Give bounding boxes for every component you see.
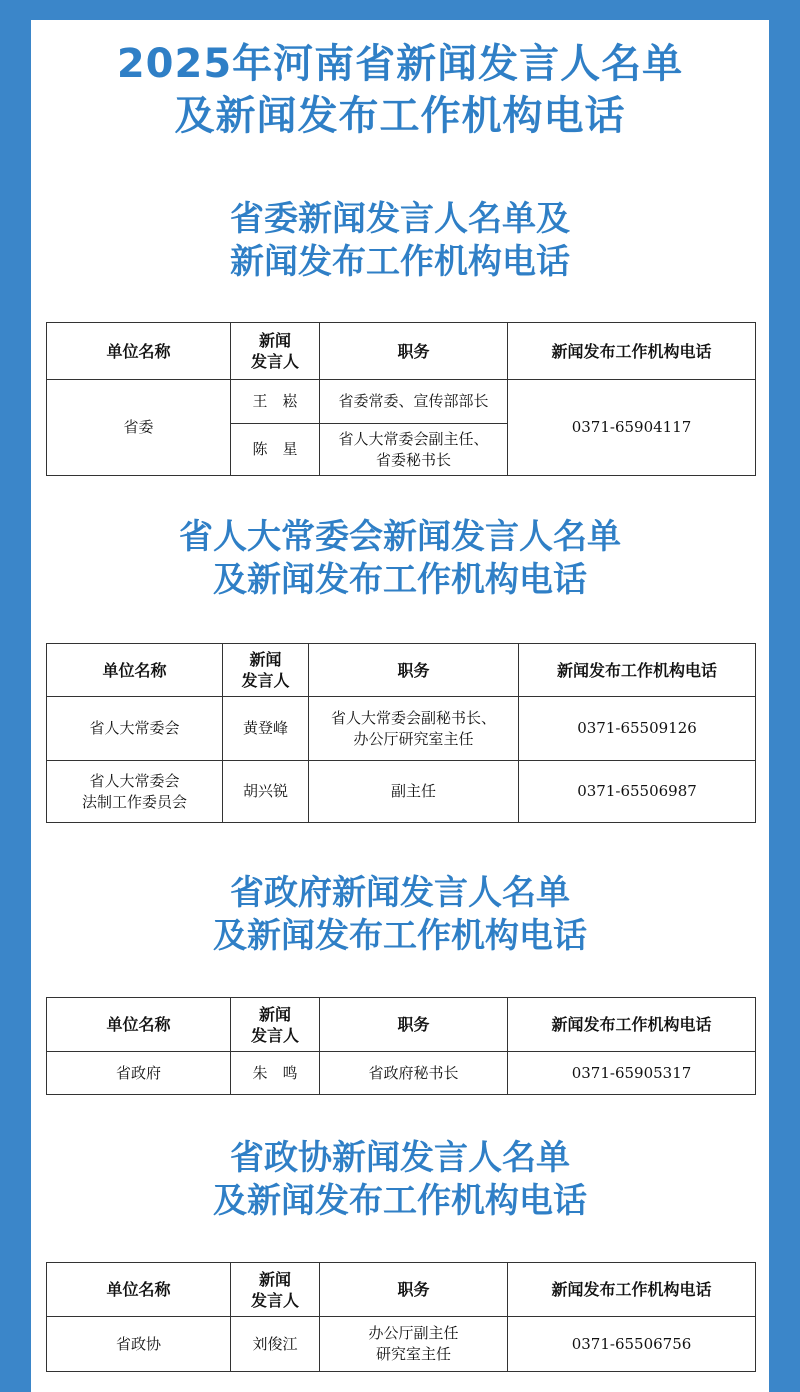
unit-cell: 省政府 <box>47 1052 231 1095</box>
spokesperson-cell: 胡兴锐 <box>223 761 309 823</box>
unit-cell: 省政协 <box>47 1317 231 1372</box>
header-phone: 新闻发布工作机构电话 <box>508 323 756 380</box>
spokesperson-table-party-committee <box>46 322 756 476</box>
header-position: 职务 <box>320 1263 508 1317</box>
header-unit: 单位名称 <box>47 998 231 1052</box>
header-unit: 单位名称 <box>47 323 231 380</box>
table-header-row <box>47 644 756 697</box>
spokesperson-cell: 黄登峰 <box>223 697 309 761</box>
section-title-line1: 省政协新闻发言人名单 <box>230 1138 570 1178</box>
header-spokesperson: 新闻 发言人 <box>231 998 320 1052</box>
main-title-line2: 及新闻发布工作机构电话 <box>174 93 626 139</box>
section-title-cppcc <box>31 1137 769 1223</box>
section-title-provincial-government <box>31 872 769 958</box>
section-title-line2: 及新闻发布工作机构电话 <box>213 916 587 956</box>
header-position: 职务 <box>320 998 508 1052</box>
table-header-row <box>47 1263 756 1317</box>
main-title <box>31 38 769 142</box>
phone-cell: 0371-65509126 <box>519 697 756 761</box>
table-header-row <box>47 323 756 380</box>
table-header-row <box>47 998 756 1052</box>
spokesperson-cell: 王 崧 <box>231 380 320 424</box>
main-title-line1: 2025年河南省新闻发言人名单 <box>116 41 684 87</box>
section-title-line1: 省人大常委会新闻发言人名单 <box>179 517 621 557</box>
position-cell: 省委常委、宣传部部长 <box>320 380 508 424</box>
section-title-line2: 及新闻发布工作机构电话 <box>213 1181 587 1221</box>
position-cell: 省人大常委会副秘书长、 办公厅研究室主任 <box>309 697 519 761</box>
spokesperson-cell: 刘俊江 <box>231 1317 320 1372</box>
table-row <box>47 697 756 761</box>
spokesperson-table-provincial-government <box>46 997 756 1095</box>
header-unit: 单位名称 <box>47 644 223 697</box>
header-unit: 单位名称 <box>47 1263 231 1317</box>
spokesperson-table-cppcc <box>46 1262 756 1372</box>
document-page <box>31 20 769 1392</box>
table-row <box>47 1317 756 1372</box>
table-row <box>47 1052 756 1095</box>
spokesperson-cell: 陈 星 <box>231 424 320 476</box>
section-title-line1: 省委新闻发言人名单及 <box>230 199 570 239</box>
unit-cell: 省人大常委会 法制工作委员会 <box>47 761 223 823</box>
header-spokesperson: 新闻 发言人 <box>223 644 309 697</box>
phone-cell: 0371-65506987 <box>519 761 756 823</box>
section-title-line2: 新闻发布工作机构电话 <box>230 242 570 282</box>
spokesperson-cell: 朱 鸣 <box>231 1052 320 1095</box>
header-position: 职务 <box>309 644 519 697</box>
unit-cell: 省委 <box>47 380 231 476</box>
spokesperson-table-npc-standing-committee <box>46 643 756 823</box>
header-position: 职务 <box>320 323 508 380</box>
header-phone: 新闻发布工作机构电话 <box>508 998 756 1052</box>
table-row <box>47 380 756 424</box>
unit-cell: 省人大常委会 <box>47 697 223 761</box>
phone-cell: 0371-65904117 <box>508 380 756 476</box>
header-phone: 新闻发布工作机构电话 <box>508 1263 756 1317</box>
phone-cell: 0371-65905317 <box>508 1052 756 1095</box>
header-spokesperson: 新闻 发言人 <box>231 1263 320 1317</box>
position-cell: 省政府秘书长 <box>320 1052 508 1095</box>
header-phone: 新闻发布工作机构电话 <box>519 644 756 697</box>
position-cell: 副主任 <box>309 761 519 823</box>
position-cell: 办公厅副主任 研究室主任 <box>320 1317 508 1372</box>
header-spokesperson: 新闻 发言人 <box>231 323 320 380</box>
section-title-npc-standing-committee <box>31 516 769 602</box>
section-title-party-committee <box>31 198 769 284</box>
phone-cell: 0371-65506756 <box>508 1317 756 1372</box>
section-title-line2: 及新闻发布工作机构电话 <box>213 560 587 600</box>
position-cell: 省人大常委会副主任、 省委秘书长 <box>320 424 508 476</box>
table-row <box>47 761 756 823</box>
section-title-line1: 省政府新闻发言人名单 <box>230 873 570 913</box>
